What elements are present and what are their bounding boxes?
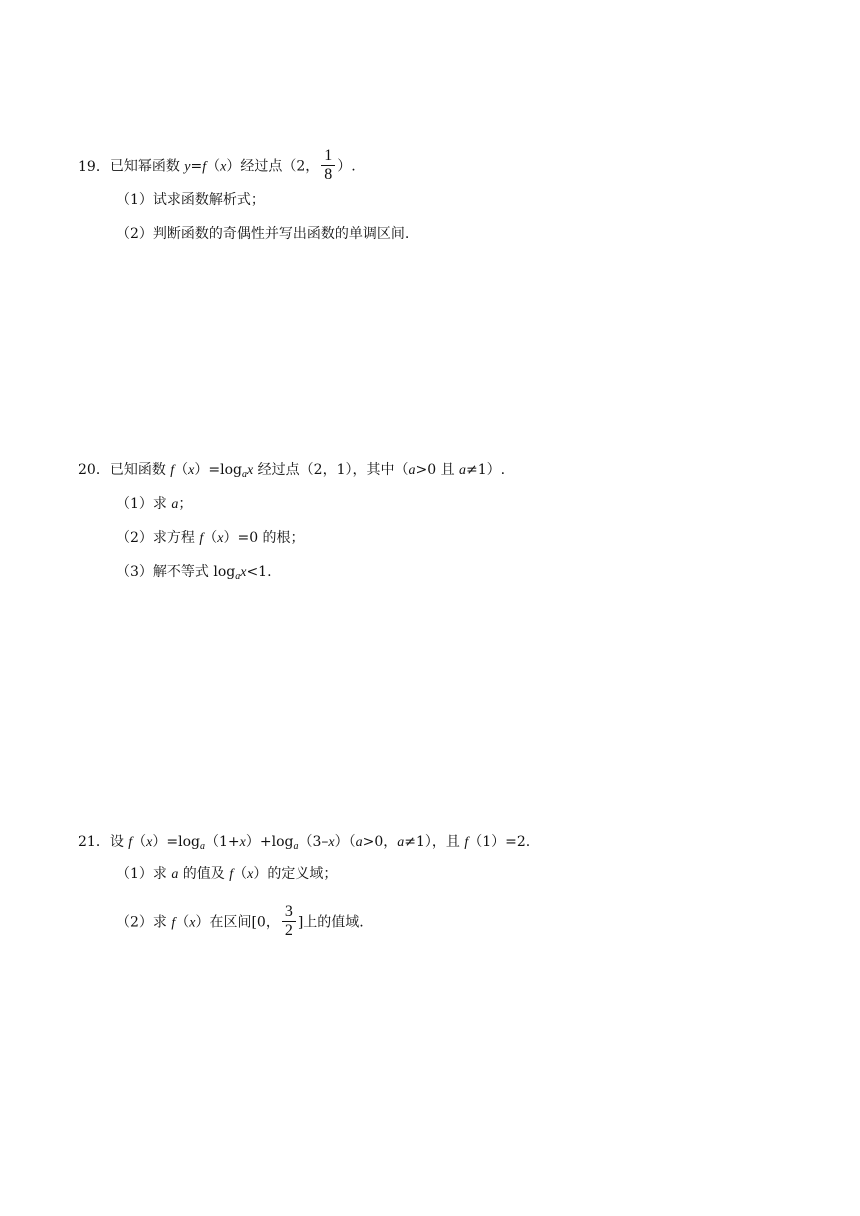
math-var: f [171, 915, 176, 931]
part-text: （2）求方程 [116, 530, 200, 546]
stem-text: （3– [298, 834, 329, 850]
stem-text: ）经过点（2， [226, 158, 320, 175]
stem-text: ）（ [334, 834, 356, 850]
stem-text: 经过点（2，1），其中（ [253, 462, 409, 478]
fraction [282, 903, 296, 940]
log-base: a [293, 841, 299, 852]
math-var: x [239, 835, 246, 850]
problem-19-part-1: （1）试求函数解析式； [116, 192, 265, 208]
stem-text: （ [206, 158, 221, 175]
stem-text: ）. [337, 158, 356, 175]
math-var: a [171, 867, 179, 882]
stem-text: >0 且 [415, 462, 460, 478]
math-var: a [459, 463, 467, 478]
stem-text: （ [174, 462, 189, 478]
math-var: x [328, 835, 335, 850]
part-text: （3）解不等式 log [116, 564, 236, 580]
problem-19-stem [78, 147, 356, 183]
math-var: f [199, 531, 204, 546]
math-var: a [355, 835, 363, 850]
log-base: a [235, 571, 241, 582]
math-var: a [171, 497, 179, 512]
part-text: ]上的值域. [297, 914, 364, 931]
problem-20-stem [78, 460, 505, 480]
problem-20-part-1 [116, 494, 192, 514]
fraction-denominator: 8 [324, 166, 333, 183]
part-text: （2）求 [116, 914, 172, 931]
part-text: （1）求 [116, 496, 172, 512]
fraction-numerator: 3 [282, 903, 296, 922]
stem-text: （1+ [205, 834, 240, 850]
part-text: （ [203, 530, 218, 546]
part-text: ）的定义域； [253, 866, 338, 882]
stem-text: ）+log [245, 834, 294, 850]
part-text: （ [175, 914, 190, 931]
math-var: x [247, 463, 254, 478]
stem-text: （ [132, 834, 147, 850]
log-base: a [200, 841, 205, 852]
stem-text: = [190, 158, 203, 175]
math-var: x [247, 867, 254, 882]
math-var: f [464, 835, 469, 850]
math-var: x [146, 835, 153, 850]
fraction-numerator: 1 [321, 147, 335, 166]
problem-number: 19． [78, 158, 110, 175]
part-text: ； [178, 496, 193, 512]
stem-text: 已知函数 [109, 462, 171, 478]
log-base: a [242, 469, 247, 480]
math-var: f [202, 159, 207, 175]
math-var: x [217, 531, 224, 546]
fraction [321, 147, 335, 184]
stem-text: ）=log [152, 834, 200, 850]
math-var: a [397, 835, 405, 850]
fraction-denominator: 2 [284, 922, 293, 939]
stem-text: （1）=2. [468, 834, 531, 850]
part-text: ）在区间[0， [195, 914, 280, 931]
problem-21-stem [78, 832, 530, 852]
stem-text: ≠1）. [466, 462, 506, 478]
part-text: 的值及 [178, 866, 230, 882]
math-var: x [240, 565, 247, 580]
stem-text: ≠1），且 [404, 834, 465, 850]
stem-text: ）=log [194, 462, 242, 478]
math-var: x [220, 159, 227, 175]
math-var: x [189, 915, 196, 931]
part-text: （1）求 [116, 866, 172, 882]
math-var: y [184, 159, 191, 175]
problem-number: 21． [78, 834, 110, 850]
stem-text: 设 [109, 834, 129, 850]
stem-text: >0， [362, 834, 398, 850]
math-var: f [229, 867, 234, 882]
math-var: a [408, 463, 416, 478]
math-var: f [128, 835, 133, 850]
problem-21-part-1 [116, 864, 337, 884]
math-var: f [170, 463, 175, 478]
problem-20-part-3 [116, 562, 272, 582]
problem-20-part-2 [116, 528, 305, 548]
problem-number: 20． [78, 462, 110, 478]
math-var: x [188, 463, 195, 478]
problem-19-part-2: （2）判断函数的奇偶性并写出函数的单调区间. [116, 226, 410, 242]
problem-21-part-2 [116, 903, 364, 939]
part-text: （ [233, 866, 248, 882]
part-text: <1. [246, 564, 272, 580]
part-text: ）=0 的根； [223, 530, 305, 546]
stem-text: 已知幂函数 [109, 158, 185, 175]
